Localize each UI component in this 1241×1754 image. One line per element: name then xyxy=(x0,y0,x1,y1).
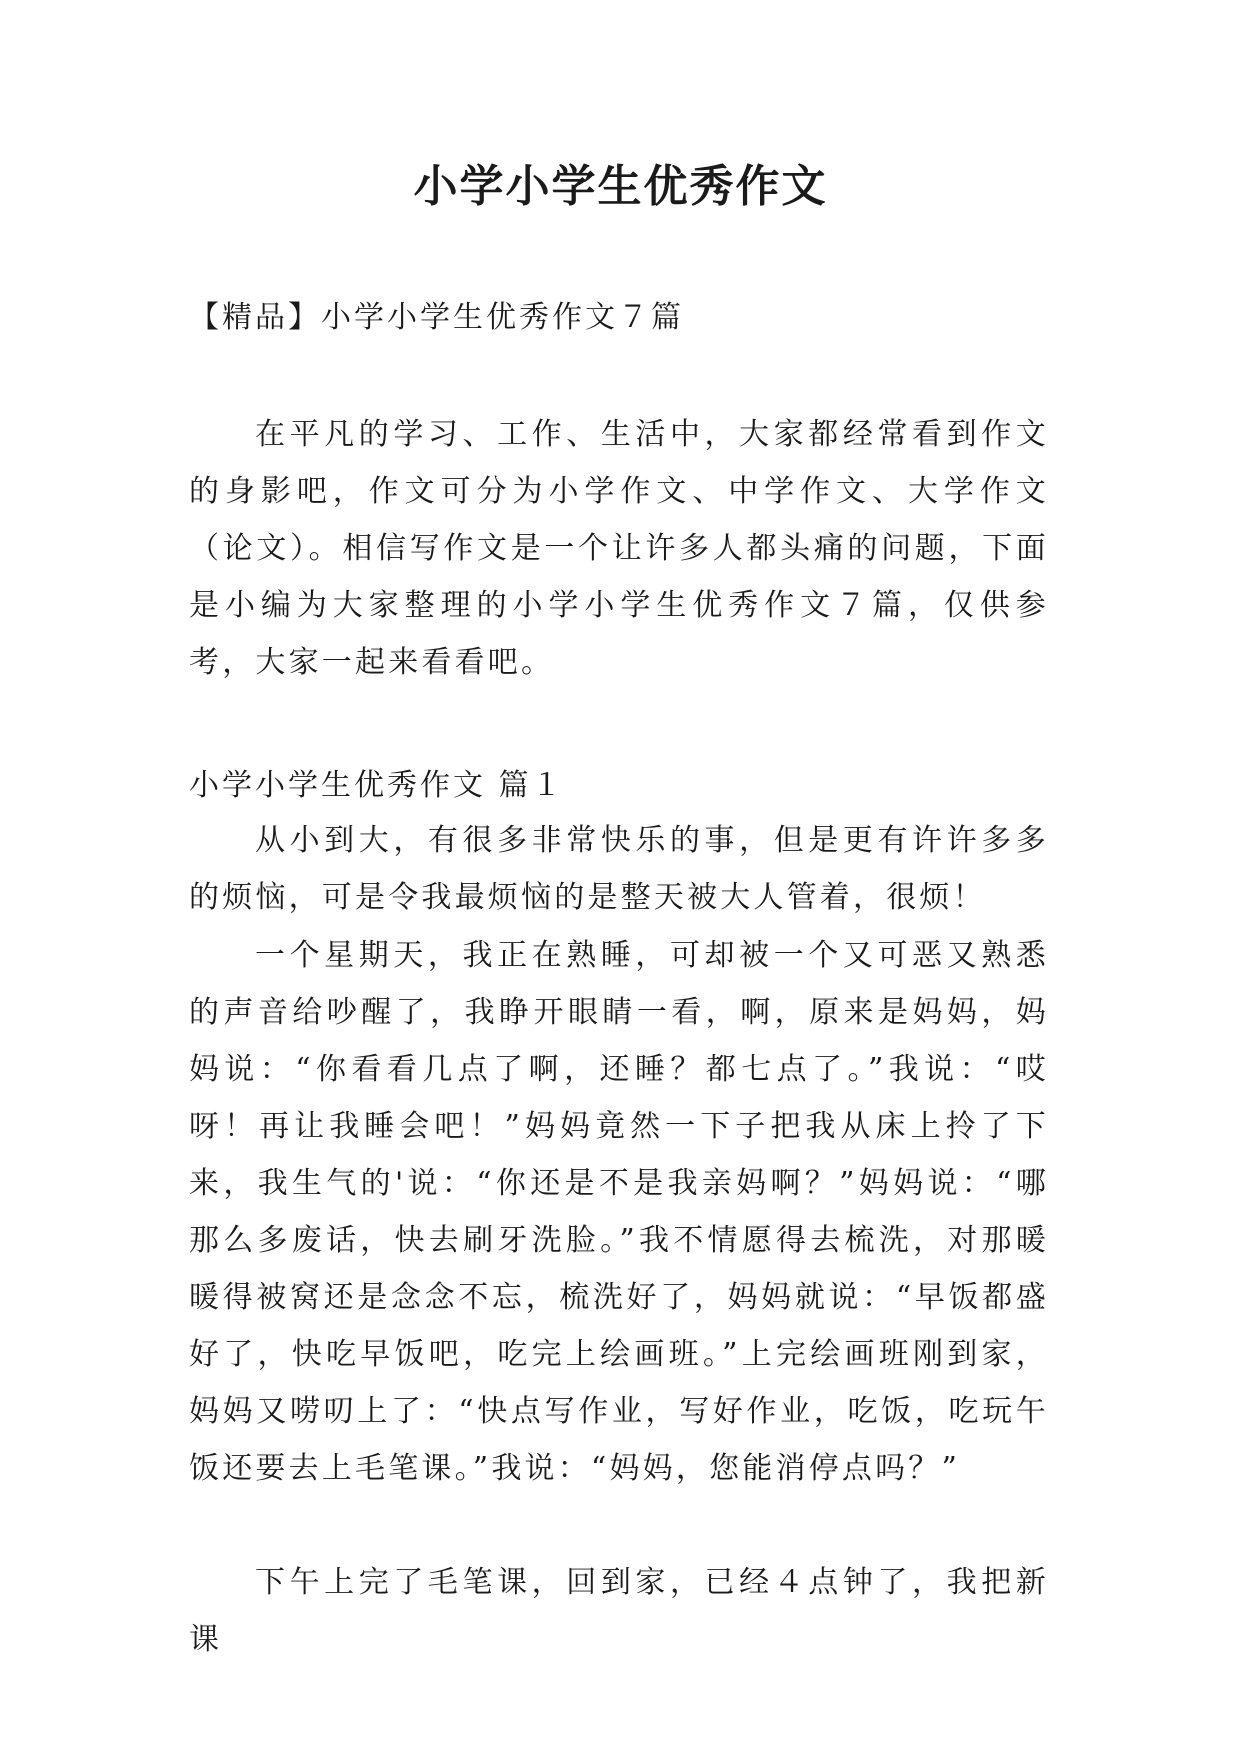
intro-paragraph: 在平凡的学习、工作、生活中，大家都经常看到作文的身影吧，作文可分为小学作文、中学作文、大学作文（论文）。相信写作文是一个让许多人都头痛的问题，下面是小编为大家整理的小学小学生优秀作文７篇，仅供参考，大家一起来看看吧。 xyxy=(189,417,1049,680)
document-title: 小学小学生优秀作文 xyxy=(413,161,828,212)
section-paragraph: 一个星期天，我正在熟睡，可却被一个又可恶又熟悉的声音给吵醒了，我睁开眼睛一看，啊，原来是妈妈，妈妈说：“你看看几点了啊，还睡？都七点了。”我说：“哎呀！再让我睡会吧！”妈妈竟然一下子把我从床上拎了下来，我生气的'说：“你还是不是我亲妈啊？”妈妈说：“哪那么多废话，快去刷牙洗脸。”我不情愿得去梳洗，对那暖暖得被窝还是念念不忘，梳洗好了，妈妈就说：“早饭都盛好了，快吃早饭吧，吃完上绘画班。”上完绘画班刚到家，妈妈又唠叨上了：“快点写作业，写好作业，吃饭，吃玩午饭还要去上毛笔课。”我说：“妈妈，您能消停点吗？” xyxy=(189,938,1049,1486)
section-paragraph: 从小到大，有很多非常快乐的事，但是更有许许多多的烦恼，可是令我最烦恼的是整天被大人管着，很烦！ xyxy=(189,823,1049,915)
section-paragraph: 下午上完了毛笔课，回到家，已经４点钟了，我把新课 xyxy=(189,1565,1049,1657)
document-subtitle: 【精品】小学小学生优秀作文７篇 xyxy=(189,300,684,335)
section-heading: 小学小学生优秀作文 篇１ xyxy=(189,768,565,803)
